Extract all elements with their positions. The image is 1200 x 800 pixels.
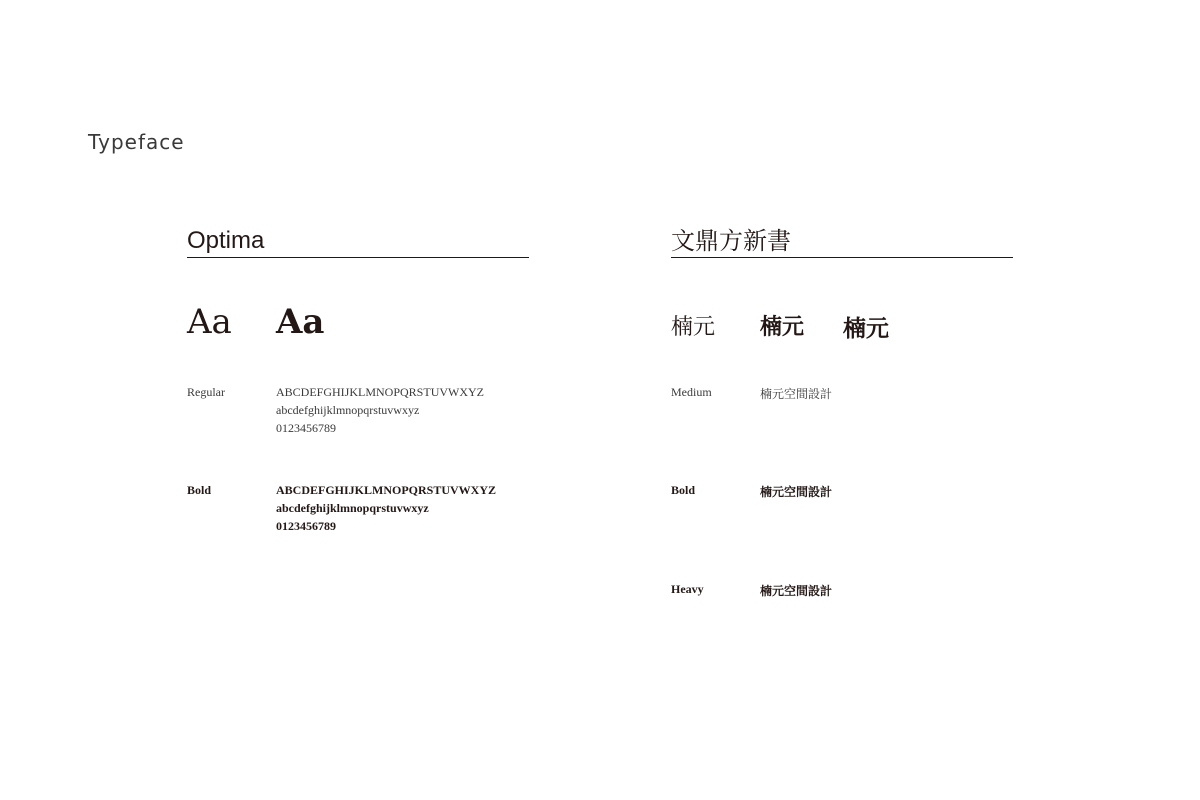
page-title: Typeface: [88, 130, 185, 154]
cjk-sample-bold: 楠元: [760, 315, 805, 340]
latin-sample-regular: Aa: [187, 302, 232, 342]
cjk-sample-heavy: 楠元: [843, 316, 889, 342]
latin-typeface-section: [187, 226, 529, 533]
cjk-typeface-name: 文鼎方新書: [671, 226, 1013, 258]
latin-bold-lowercase: abcdefghijklmnopqrstuvwxyz: [276, 501, 429, 515]
cjk-heavy-label: Heavy: [671, 582, 704, 596]
cjk-bold-label: Bold: [671, 483, 696, 497]
latin-bold-uppercase: ABCDEFGHIJKLMNOPQRSTUVWXYZ: [276, 483, 497, 497]
cjk-medium-label: Medium: [671, 385, 712, 399]
latin-regular-label: Regular: [187, 385, 225, 399]
cjk-sample-medium: 楠元: [671, 315, 716, 340]
latin-sample-bold: Aa: [276, 302, 325, 342]
latin-regular-digits: 0123456789: [276, 421, 336, 435]
cjk-heavy-specimen: 楠元空間設計: [760, 584, 833, 598]
latin-bold-label: Bold: [187, 483, 212, 497]
cjk-typeface-section: [671, 226, 1013, 598]
latin-bold-specimen: [276, 481, 496, 535]
cjk-bold-specimen: 楠元空間設計: [760, 485, 833, 499]
latin-regular-uppercase: ABCDEFGHIJKLMNOPQRSTUVWXYZ: [276, 385, 485, 399]
latin-typeface-name: Optima: [187, 226, 529, 258]
latin-bold-digits: 0123456789: [276, 519, 336, 533]
cjk-medium-specimen: 楠元空間設計: [760, 387, 833, 401]
latin-regular-lowercase: abcdefghijklmnopqrstuvwxyz: [276, 403, 420, 417]
latin-regular-specimen: [276, 383, 484, 437]
